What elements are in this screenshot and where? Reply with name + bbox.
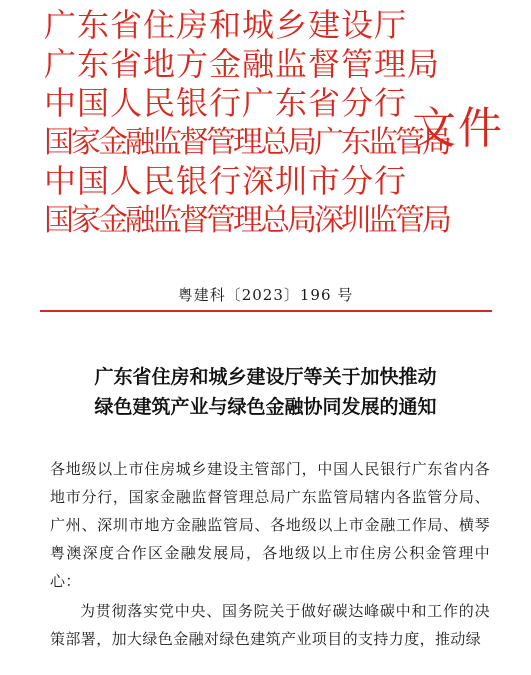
red-divider <box>40 310 492 312</box>
issuer-3: 中国人民银行广东省分行 <box>44 84 408 122</box>
recipients: 各地级以上市住房城乡建设主管部门，中国人民银行广东省内各地市分行，国家金融监督管理总局广东监管局辖内各监管分局、广州、深圳市地方金融监管局、各地级以上市金融工作局、横琴粤澳深度合作区金融发展局，各地级以上市住房公积金管理中心： <box>50 460 490 590</box>
document-number: 粤建科〔2023〕196 号 <box>177 286 354 304</box>
issuer-6: 国家金融监督管理总局深圳监管局 <box>44 203 449 238</box>
issuer-5: 中国人民银行深圳市分行 <box>44 162 408 200</box>
document-body <box>50 455 490 653</box>
document-suffix: 文件 <box>412 103 504 154</box>
issuer-4: 国家金融监督管理总局广东监管局 <box>44 125 449 160</box>
title-line-2: 绿色建筑产业与绿色金融协同发展的通知 <box>94 396 437 418</box>
issuer-1: 广东省住房和城乡建设厅 <box>44 6 408 44</box>
paragraph-1: 为贯彻落实党中央、国务院关于做好碳达峰碳中和工作的决策部署，加大绿色金融对绿色建筑产业项目的支持力度，推动绿 <box>50 602 490 648</box>
document-title <box>0 362 531 422</box>
issuer-2: 广东省地方金融监督管理局 <box>44 45 441 83</box>
title-line-1: 广东省住房和城乡建设厅等关于加快推动 <box>94 366 437 388</box>
issuing-agencies <box>44 6 449 240</box>
